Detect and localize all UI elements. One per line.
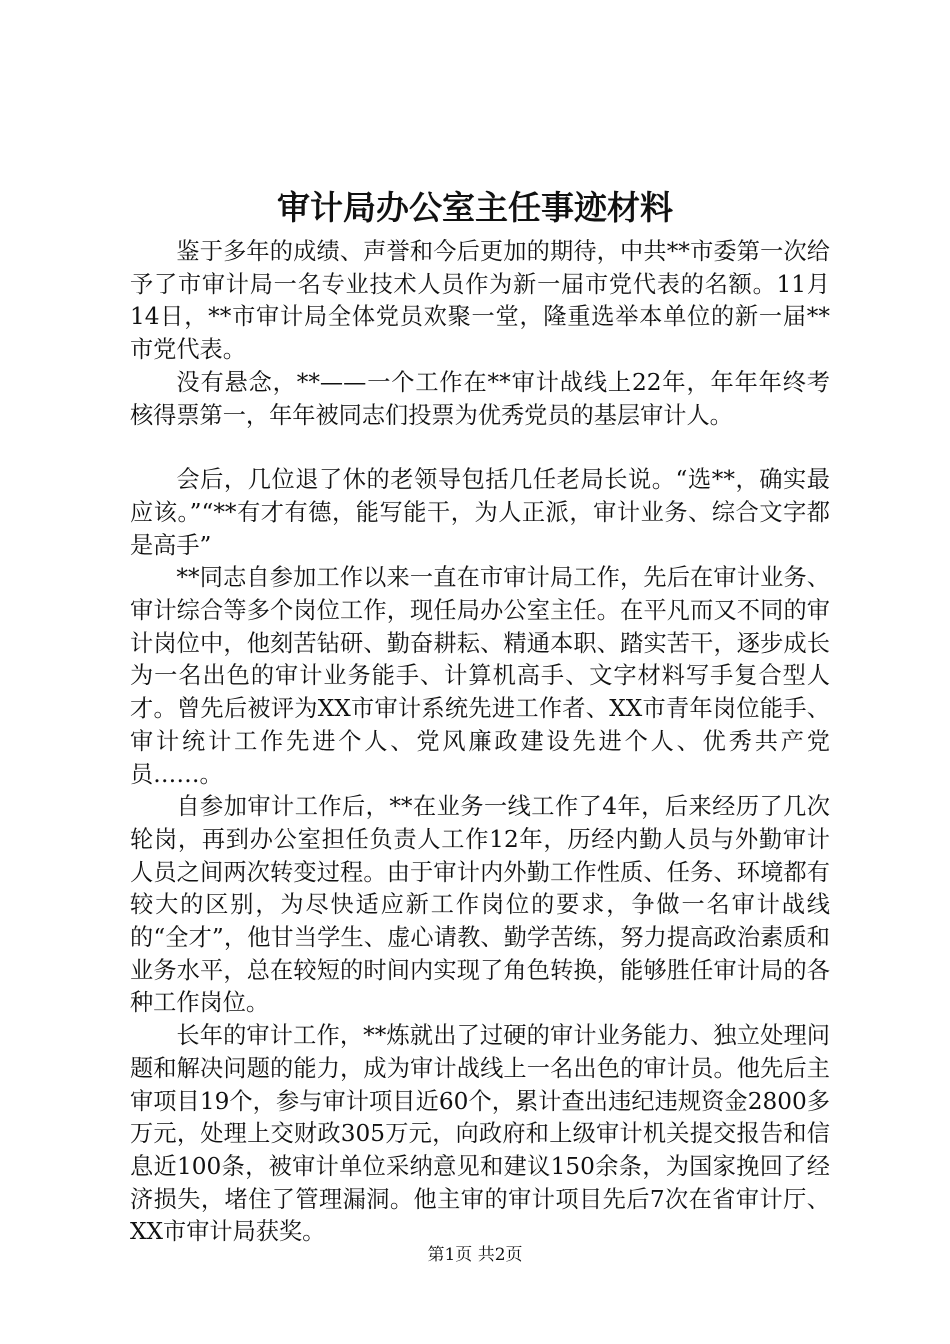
paragraph-6: 长年的审计工作，**炼就出了过硬的审计业务能力、独立处理问题和解决问题的能力，成为审计战线上一名出色的审计员。他先后主审项目19个，参与审计项目近60个，累计查出违纪违规资金2800多万元，处理上交财政305万元，向政府和上级审计机关提交报告和信息近100条，被审计单位采纳意见和建议150余条，为国家挽回了经济损失，堵住了管理漏洞。他主审的审计项目先后7次在省审计厅、XX市审计局获奖。: [130, 1022, 830, 1246]
document-body: [130, 236, 830, 1249]
paragraph-1: 鉴于多年的成绩、声誉和今后更加的期待，中共**市委第一次给予了市审计局一名专业技术人员作为新一届市党代表的名额。11月14日，**市审计局全体党员欢聚一堂，隆重选举本单位的新一届**市党代表。: [130, 238, 830, 364]
blank-line: [130, 432, 830, 464]
document-title: 审计局办公室主任事迹材料: [277, 188, 673, 227]
paragraph-5: 自参加审计工作后，**在业务一线工作了4年，后来经历了几次轮岗，再到办公室担任负责人工作12年，历经内勤人员与外勤审计人员之间两次转变过程。由于审计内外勤工作性质、任务、环境都有较大的区别，为尽快适应新工作岗位的要求，争做一名审计战线的“全才”，他甘当学生、虚心请教、勤学苦练，努力提高政治素质和业务水平，总在较短的时间内实现了角色转换，能够胜任审计局的各种工作岗位。: [130, 793, 830, 1017]
paragraph-2: 没有悬念，**——一个工作在**审计战线上22年，年年年终考核得票第一，年年被同志们投票为优秀党员的基层审计人。: [130, 368, 830, 429]
paragraph-4: **同志自参加工作以来一直在市审计局工作，先后在审计业务、审计综合等多个岗位工作，现任局办公室主任。在平凡而又不同的审计岗位中，他刻苦钻研、勤奋耕耘、精通本职、踏实苦干，逐步成长为一名出色的审计业务能手、计算机高手、文字材料写手复合型人才。曾先后被评为XX市审计系统先进工作者、XX市青年岗位能手、审计统计工作先进个人、党风廉政建设先进个人、优秀共产党员……。: [130, 564, 830, 788]
page-number-footer: 第1页 共2页: [427, 1245, 523, 1265]
paragraph-3: 会后，几位退了休的老领导包括几任老局长说。“选**，确实最应该。”“**有才有德，能写能干，为人正派，审计业务、综合文字都是高手”: [130, 466, 830, 559]
